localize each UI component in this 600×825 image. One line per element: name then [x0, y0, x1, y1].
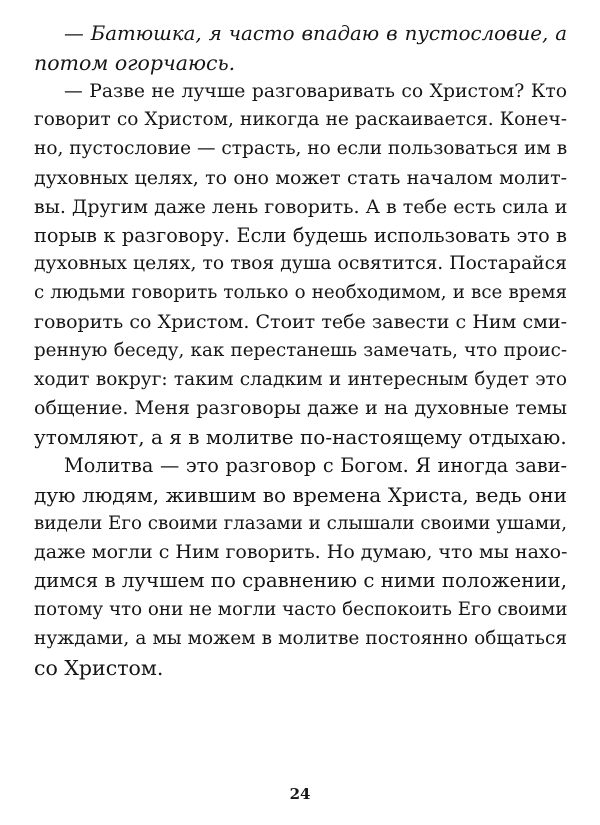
answer-line: но, пустословие — страсть, но если пользоваться им в — [34, 138, 568, 160]
answer-line: — Разве не лучше разговаривать со Христом? Кто — [64, 80, 567, 102]
answer-line: духовных целях, то твоя душа освятится. Постарайся — [34, 253, 567, 275]
prayer-line: димся в лучшем по сравнению с ними положении, — [34, 569, 567, 593]
answer-line: духовных целях, то оно может стать началом молит- — [34, 166, 567, 189]
answer-line: с людьми говорить только о необходимом, и все время — [34, 282, 567, 304]
prayer-line: нуждами, а мы можем в молитве постоянно общаться — [34, 627, 567, 649]
answer-line: говорить со Христом. Стоит тебе завести с Ним сми- — [34, 310, 567, 333]
question-paragraph — [34, 20, 567, 78]
answer-line: вы. Другим даже лень говорить. А в тебе есть сила и — [34, 195, 568, 218]
answer-line: ходит вокруг: таким сладким и интересным будет это — [34, 368, 567, 390]
answer-paragraph — [34, 78, 567, 452]
answer-line: порыв к разговору. Если будешь использовать это в — [34, 223, 567, 247]
answer-line: общение. Меня разговоры даже и на духовные темы — [34, 397, 567, 420]
answer-line: утомляют, а я в молитве по-настоящему отдыхаю. — [34, 425, 567, 450]
prayer-line: видели Его своими глазами и слышали своими ушами, — [34, 512, 567, 534]
prayer-line: Молитва — это разговор с Богом. Я иногда зави- — [64, 453, 567, 477]
answer-line: ренную беседу, как перестанешь замечать, что проис- — [34, 339, 567, 361]
prayer-line: со Христом. — [34, 655, 164, 680]
prayer-line: дую людям, жившим во времена Христа, ведь они — [34, 482, 567, 507]
page-body — [34, 20, 567, 682]
page-number: 24 — [289, 785, 311, 803]
prayer-line: даже могли с Ним говорить. Но думаю, что мы нахо- — [34, 541, 568, 564]
question-line: — Батюшка, я часто впадаю в пустословие, а — [64, 22, 567, 45]
answer-line: говорит со Христом, никогда не раскаивается. Конеч- — [34, 109, 567, 131]
question-line: потом огорчаюсь. — [34, 50, 236, 75]
prayer-paragraph — [34, 452, 567, 682]
prayer-line: потому что они не могли часто беспокоить Его своими — [34, 598, 568, 620]
